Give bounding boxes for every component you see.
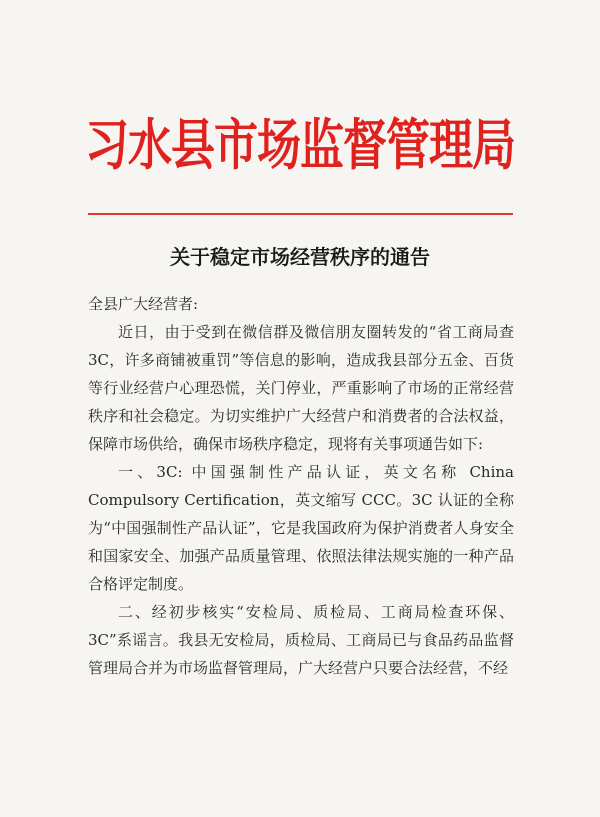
- paragraph-item-2: 二、经初步核实“安检局、质检局、工商局检查环保、3C”系谣言。我县无安检局，质检局、工商局已与食品药品监督管理局合并为市场监督管理局，广大经营户只要合法经营，不经: [88, 603, 514, 677]
- notice-body: [88, 290, 514, 682]
- paragraph-intro: 近日，由于受到在微信群及微信朋友圈转发的“省工商局查 3C，许多商铺被重罚”等信息的影响，造成我县部分五金、百货等行业经营户心理恐慌，关门停业，严重影响了市场的正常经营秩序和社会稳定。为切实维护广大经营户和消费者的合法权益，保障市场供给，确保市场秩序稳定，现将有关事项通告如下:: [88, 323, 514, 453]
- salutation: 全县广大经营者:: [88, 295, 199, 313]
- paragraph-item-1: 一、3C: 中国强制性产品认证，英文名称 China Compulsory Certification，英文缩写 CCC。3C 认证的全称为“中国强制性产品认证”，它是我国政府为保护消费者人身安全和国家安全、加强产品质量管理、依照法律法规实施的一种产品合格评定制度。: [88, 463, 514, 593]
- notice-title: 关于稳定市场经营秩序的通告: [170, 245, 430, 269]
- org-title: 习水县市场监督管理局: [85, 113, 515, 178]
- red-divider: [88, 213, 513, 215]
